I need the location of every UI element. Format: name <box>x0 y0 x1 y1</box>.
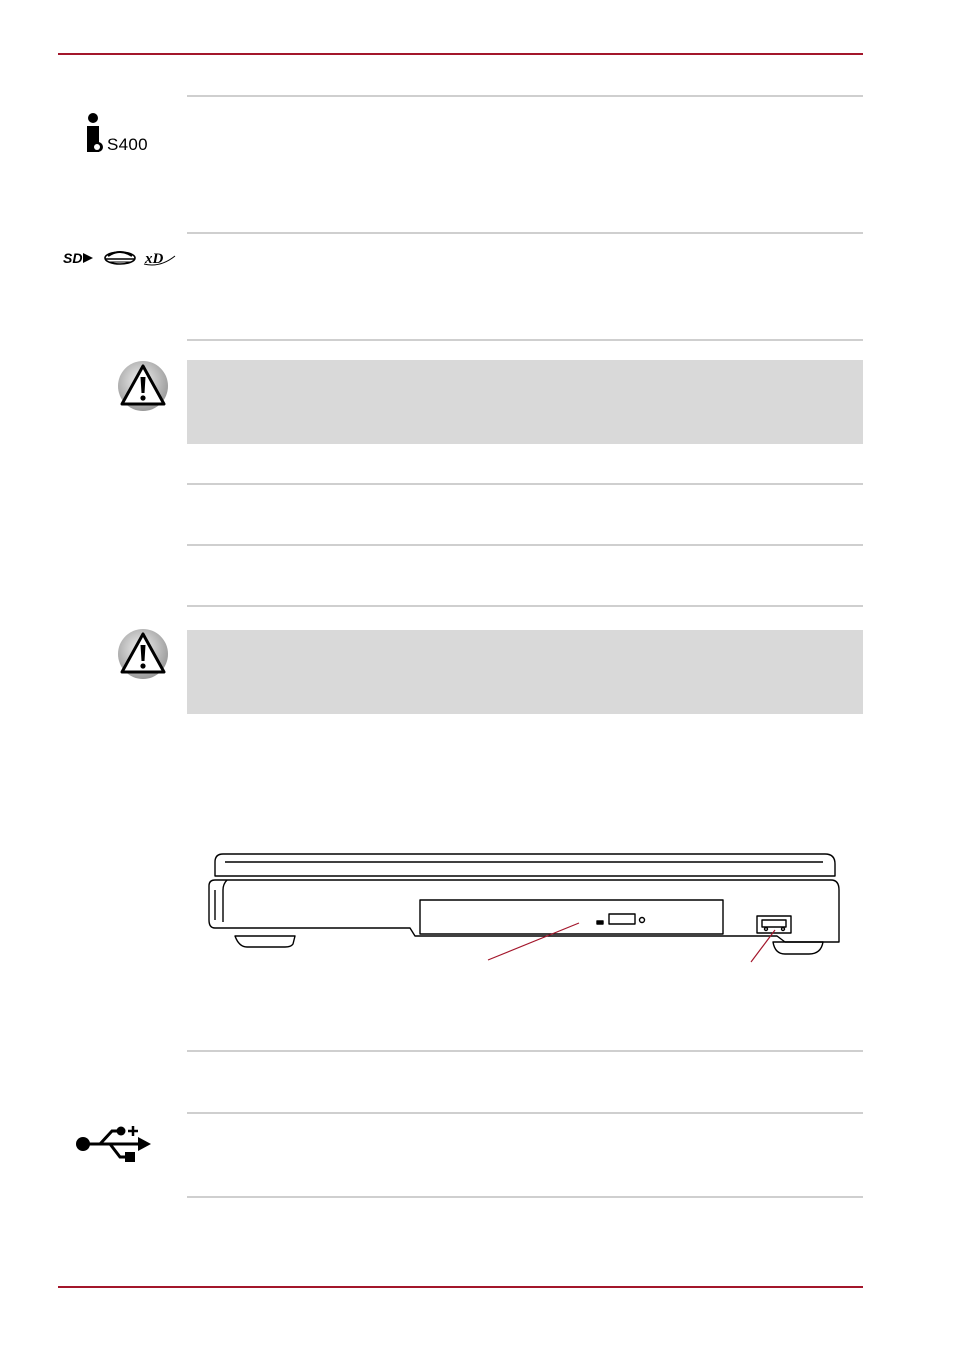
section-divider <box>187 1196 863 1198</box>
caution-note <box>187 630 863 714</box>
svg-text:SD: SD <box>63 250 83 266</box>
usb-icon <box>74 1125 154 1170</box>
footer-rule <box>58 1286 863 1288</box>
section-divider <box>187 1050 863 1052</box>
section-divider <box>187 95 863 97</box>
section-divider <box>187 483 863 485</box>
xd-picture-card-logo <box>144 251 175 267</box>
laptop-side-illustration <box>205 850 845 970</box>
memory-stick-logo <box>105 252 135 264</box>
section-divider <box>187 232 863 234</box>
caution-icon <box>117 628 169 685</box>
s400-label: S400 <box>107 135 148 154</box>
caution-note <box>187 360 863 444</box>
i-link-icon <box>84 112 164 156</box>
caution-icon <box>117 360 169 417</box>
memory-card-logos <box>62 248 177 268</box>
section-divider <box>187 1112 863 1114</box>
sd-card-logo <box>63 250 93 266</box>
section-divider <box>187 605 863 607</box>
section-divider <box>187 544 863 546</box>
section-divider <box>187 339 863 341</box>
header-rule <box>58 53 863 55</box>
svg-text:xD: xD <box>145 251 164 267</box>
